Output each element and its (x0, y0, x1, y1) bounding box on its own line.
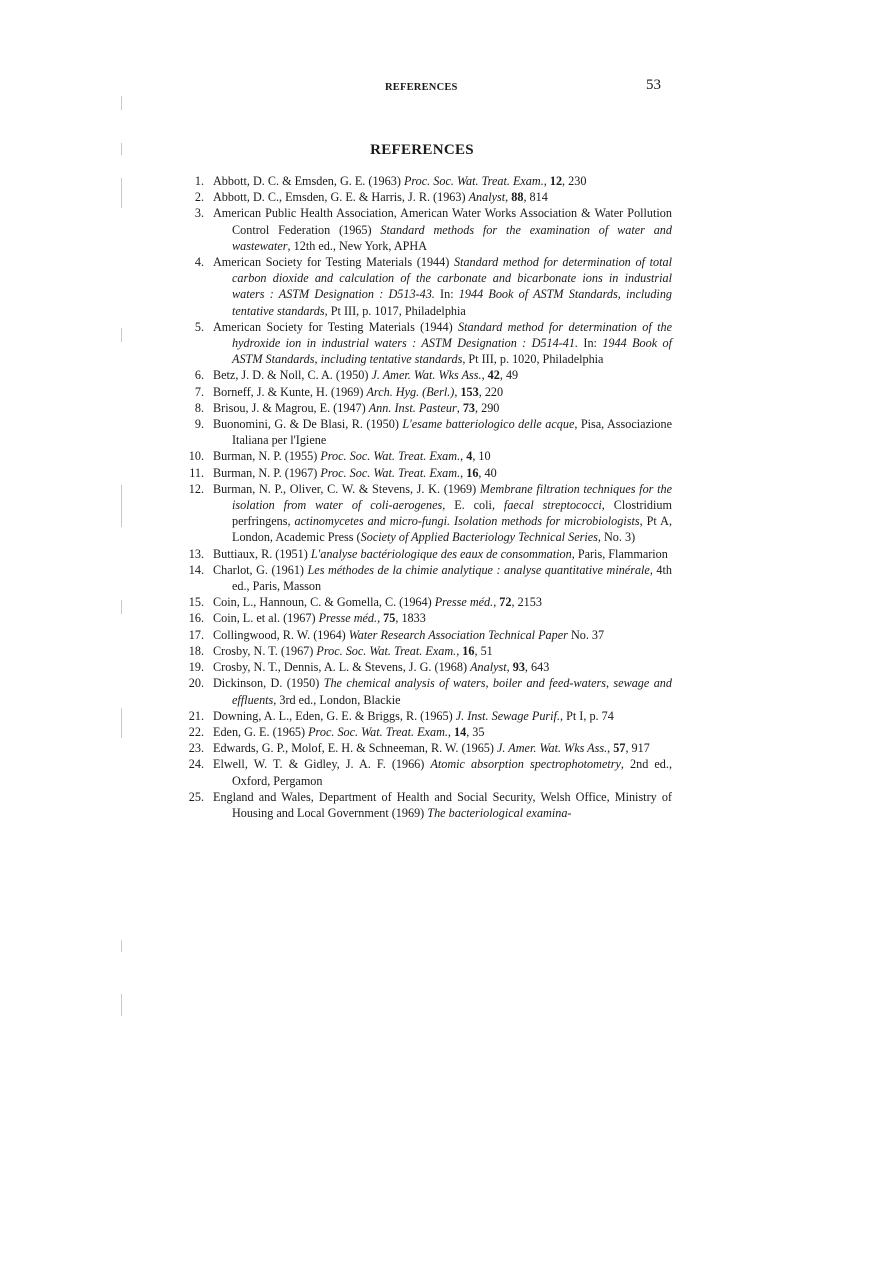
reference-text (213, 189, 672, 205)
reference-number: 23. (188, 741, 204, 756)
reference-segment: Coin, L. et al. (1967) (213, 611, 319, 626)
reference-text (213, 562, 672, 594)
reference-segment: England and Wales, Department of Health and Social Security, Welsh Office, Ministry of Housing and Local Government (1969) (213, 789, 672, 820)
reference-text (213, 610, 672, 626)
reference-number: 5. (194, 319, 204, 334)
reference-item (188, 675, 672, 707)
scan-edge-mark (121, 485, 122, 527)
reference-item (188, 724, 672, 740)
reference-text (213, 627, 672, 643)
reference-text (213, 448, 672, 464)
reference-number: 18. (188, 643, 204, 658)
reference-number: 24. (188, 757, 204, 772)
reference-italic-segment: , actinomycetes and micro-fungi. Isolation methods for microbiologists (287, 514, 640, 529)
reference-text (213, 481, 672, 546)
reference-volume: 16 (466, 465, 479, 480)
reference-number: 19. (188, 660, 204, 675)
reference-italic-segment: Proc. Soc. Wat. Treat. Exam. (403, 174, 544, 188)
reference-item (188, 627, 672, 643)
reference-text (213, 789, 672, 821)
reference-text (213, 708, 672, 724)
reference-segment: , 290 (475, 400, 500, 415)
reference-item (188, 659, 672, 675)
reference-number: 15. (188, 595, 204, 610)
reference-segment: , 814 (523, 190, 548, 205)
reference-text (213, 643, 672, 659)
reference-italic-segment: 1944 Book of ASTM Standards, including tentative standards (232, 287, 673, 318)
reference-segment: Borneff, J. & Kunte, H. (1969) (213, 384, 367, 399)
reference-italic-segment: Water Research Association Technical Paper (348, 627, 568, 642)
reference-italic-segment: Proc. Soc. Wat. Treat. Exam. (316, 643, 457, 658)
reference-item (188, 789, 672, 821)
reference-segment: , 917 (625, 741, 650, 756)
reference-volume: 57 (613, 741, 626, 756)
reference-segment: , 51 (474, 643, 493, 658)
reference-number: 17. (188, 627, 204, 642)
reference-number: 25. (188, 789, 204, 804)
reference-volume: 72 (499, 595, 512, 610)
reference-segment: , (481, 368, 488, 383)
reference-italic-segment: J. Amer. Wat. Wks Ass. (497, 741, 608, 756)
reference-italic-segment: Presse méd. (318, 611, 378, 626)
reference-text (213, 724, 672, 740)
reference-segment: , (447, 724, 455, 739)
section-title: REFERENCES (370, 142, 474, 158)
reference-italic-segment: Standard methods for the examination of water and wastewater (232, 222, 672, 253)
reference-italic-segment: L'analyse bactériologique des eaux de consommation (310, 546, 572, 561)
reference-italic-segment: L'esame batteriologico delle acque (402, 417, 575, 432)
reference-number: 16. (188, 611, 204, 626)
reference-item (188, 173, 672, 189)
reference-segment: Buonomini, G. & De Blasi, R. (1950) (213, 417, 403, 432)
reference-segment: , 10 (472, 449, 491, 464)
reference-segment: , 49 (499, 368, 519, 383)
reference-segment: , 2153 (511, 595, 542, 610)
reference-segment: , (607, 741, 614, 756)
scan-edge-mark (121, 328, 122, 342)
reference-item (188, 481, 672, 546)
reference-italic-segment: J. Inst. Sewage Purif. (455, 708, 560, 723)
reference-segment: , (456, 400, 463, 415)
reference-segment: Crosby, N. T., Dennis, A. L. & Stevens, J. G. (1968) (213, 660, 471, 675)
reference-segment: In: (578, 336, 603, 351)
reference-number: 4. (194, 255, 204, 270)
reference-italic-segment: Society of Applied Bacteriology Technical Series (360, 530, 598, 545)
scan-edge-mark (121, 940, 122, 952)
reference-segment: Coin, L., Hannoun, C. & Gomella, C. (1964) (213, 595, 435, 610)
reference-segment: American Society for Testing Materials (1944) (213, 319, 459, 334)
reference-item (188, 740, 672, 756)
reference-text (213, 400, 672, 416)
scan-edge-mark (121, 600, 122, 614)
reference-segment: , 230 (562, 174, 587, 188)
reference-italic-segment: Presse méd. (434, 595, 494, 610)
reference-number: 12. (188, 481, 204, 496)
reference-item (188, 465, 672, 481)
reference-segment: , 4th ed., Paris, Masson (232, 562, 672, 594)
reference-segment: Crosby, N. T. (1967) (213, 643, 317, 658)
reference-volume: 93 (512, 660, 525, 675)
reference-volume: 16 (462, 643, 475, 658)
reference-text (213, 594, 672, 610)
reference-segment: , (456, 643, 463, 658)
reference-volume: 153 (460, 384, 479, 399)
reference-segment: , No. 3) (597, 530, 636, 545)
reference-italic-segment: Arch. Hyg. (Berl.) (366, 384, 455, 399)
reference-number: 8. (194, 400, 204, 415)
reference-segment: , 40 (478, 465, 497, 480)
reference-segment: , Pisa, Associazione Italiana per l'Igiene (232, 417, 672, 448)
reference-segment: , (377, 611, 384, 626)
reference-item (188, 546, 672, 562)
reference-text (213, 205, 672, 254)
reference-segment: , (543, 174, 550, 188)
reference-italic-segment: Les méthodes de la chimie analytique : analyse quantitative minérale (307, 562, 650, 577)
reference-segment: , 643 (524, 660, 550, 675)
reference-segment: , Pt III, p. 1017, Philadelphia (324, 303, 466, 318)
reference-number: 6. (194, 368, 204, 383)
reference-volume: 12 (549, 174, 563, 188)
reference-segment: , (505, 190, 512, 205)
reference-text (213, 465, 672, 481)
scan-edge-mark (121, 178, 122, 208)
reference-segment: Edwards, G. P., Molof, E. H. & Schneeman, R. W. (1965) (213, 741, 498, 756)
reference-item (188, 708, 672, 724)
reference-segment: , 12th ed., New York, APHA (287, 238, 428, 253)
reference-text (213, 756, 672, 788)
reference-number: 21. (188, 708, 204, 723)
reference-number: 2. (194, 190, 204, 205)
reference-item (188, 416, 672, 448)
reference-italic-segment: Proc. Soc. Wat. Treat. Exam. (308, 724, 448, 739)
reference-segment: American Public Health Association, American Water Works Association & Water Pollution Control Federation (1965) (213, 206, 672, 237)
reference-number: 13. (188, 546, 204, 561)
reference-volume: 4 (466, 449, 473, 464)
reference-item (188, 384, 672, 400)
reference-segment: Downing, A. L., Eden, G. E. & Briggs, R. (1965) (213, 708, 456, 723)
reference-item (188, 643, 672, 659)
reference-item (188, 448, 672, 464)
reference-italic-segment: , faecal streptococci, (491, 498, 614, 513)
scan-edge-mark (121, 708, 122, 738)
reference-segment: , 3rd ed., London, Blackie (273, 692, 401, 707)
reference-number: 20. (188, 676, 204, 691)
reference-segment: , (460, 449, 467, 464)
reference-italic-segment: Standard method for determination of the hydroxide ion in industrial waters : ASTM Designation : D514-41. (232, 319, 672, 351)
reference-volume: 73 (462, 400, 476, 415)
reference-segment: In: (434, 287, 459, 302)
reference-segment: , (506, 660, 513, 675)
reference-italic-segment: J. Amer. Wat. Wks Ass. (371, 368, 482, 383)
reference-segment: Abbott, D. C., Emsden, G. E. & Harris, J. R. (1963) (213, 190, 469, 205)
reference-item (188, 610, 672, 626)
reference-item (188, 594, 672, 610)
reference-italic-segment: Analyst (468, 190, 506, 205)
reference-italic-segment: Standard method for determination of total carbon dioxide and calculation of the carbonate and bicarbonate ions in industrial waters : ASTM Designation : D513-43. (232, 255, 672, 302)
reference-segment: , Pt I, p. 74 (560, 708, 614, 723)
reference-segment: Charlot, G. (1961) (213, 562, 308, 577)
reference-segment: Eden, G. E. (1965) (213, 724, 309, 739)
reference-italic-segment: Proc. Soc. Wat. Treat. Exam. (320, 465, 461, 480)
reference-segment: Brisou, J. & Magrou, E. (1947) (213, 400, 369, 415)
reference-item (188, 319, 672, 368)
reference-text (213, 740, 672, 756)
reference-number: 22. (188, 724, 204, 739)
reference-segment: , 35 (466, 724, 485, 739)
reference-segment: Betz, J. D. & Noll, C. A. (1950) (213, 368, 372, 383)
reference-segment: , (493, 595, 500, 610)
reference-italic-segment: Atomic absorption spectrophotometry (430, 757, 621, 772)
reference-segment: Buttiaux, R. (1951) (213, 546, 311, 561)
reference-item (188, 189, 672, 205)
reference-segment: Clostridium perfringens (232, 498, 672, 529)
reference-item (188, 756, 672, 788)
reference-text (213, 659, 672, 675)
reference-italic-segment: Membrane filtration techniques for the isolation from water of coli-aerogenes, (232, 481, 672, 513)
reference-item (188, 205, 672, 254)
reference-italic-segment: The bacteriological examina- (427, 805, 572, 820)
reference-segment: , Pt III, p. 1020, Philadelphia (462, 352, 604, 367)
reference-text (213, 384, 672, 400)
reference-number: 3. (194, 206, 204, 221)
reference-segment: Burman, N. P., Oliver, C. W. & Stevens, J. K. (1969) (213, 481, 480, 496)
reference-item (188, 562, 672, 594)
reference-segment: Burman, N. P. (1955) (213, 449, 321, 464)
reference-italic-segment: The chemical analysis of waters, boiler and feed-waters, sewage and effluents (232, 676, 672, 707)
reference-italic-segment: Proc. Soc. Wat. Treat. Exam. (320, 449, 461, 464)
reference-segment: Burman, N. P. (1967) (213, 465, 321, 480)
reference-segment: Collingwood, R. W. (1964) (213, 627, 349, 642)
reference-text (213, 546, 672, 562)
reference-volume: 75 (383, 611, 396, 626)
reference-number: 1. (194, 174, 204, 188)
reference-volume: 42 (487, 368, 500, 383)
reference-text (213, 319, 672, 368)
reference-segment: , 1833 (395, 611, 426, 626)
reference-number: 14. (188, 562, 204, 577)
reference-item (188, 367, 672, 383)
scan-edge-mark (121, 96, 122, 110)
reference-segment: , 2nd ed., Oxford, Pergamon (232, 757, 672, 788)
reference-list (188, 173, 672, 821)
scan-edge-mark (121, 994, 122, 1016)
reference-segment: , 220 (478, 384, 504, 399)
reference-volume: 88 (511, 190, 524, 205)
reference-segment: E. coli (454, 498, 492, 513)
reference-number: 7. (194, 384, 204, 399)
reference-text (213, 254, 672, 319)
reference-text (213, 416, 672, 448)
reference-text (213, 173, 672, 189)
reference-segment: Dickinson, D. (1950) (213, 676, 324, 691)
reference-segment: , Paris, Flammarion (571, 546, 668, 561)
reference-segment: American Society for Testing Materials (1944) (213, 255, 454, 270)
reference-number: 10. (188, 449, 204, 464)
reference-text (213, 367, 672, 383)
reference-segment: , (454, 384, 461, 399)
reference-volume: 14 (454, 724, 467, 739)
page-number: 53 (646, 77, 661, 93)
reference-segment: , Pt A, London, Academic Press ( (232, 514, 672, 545)
reference-text (213, 675, 672, 707)
reference-number: 11. (189, 465, 204, 480)
reference-italic-segment: Analyst (470, 660, 507, 675)
reference-item (188, 254, 672, 319)
reference-segment: Elwell, W. T. & Gidley, J. A. F. (1966) (213, 757, 431, 772)
reference-segment: Abbott, D. C. & Emsden, G. E. (1963) (213, 174, 404, 188)
reference-segment: No. 37 (567, 627, 605, 642)
reference-italic-segment: Ann. Inst. Pasteur (368, 400, 457, 415)
reference-italic-segment: 1944 Book of ASTM Standards, including tentative standards (232, 336, 672, 367)
running-head: REFERENCES (385, 82, 458, 93)
reference-item (188, 400, 672, 416)
reference-number: 9. (194, 417, 204, 432)
reference-segment: , (460, 465, 467, 480)
